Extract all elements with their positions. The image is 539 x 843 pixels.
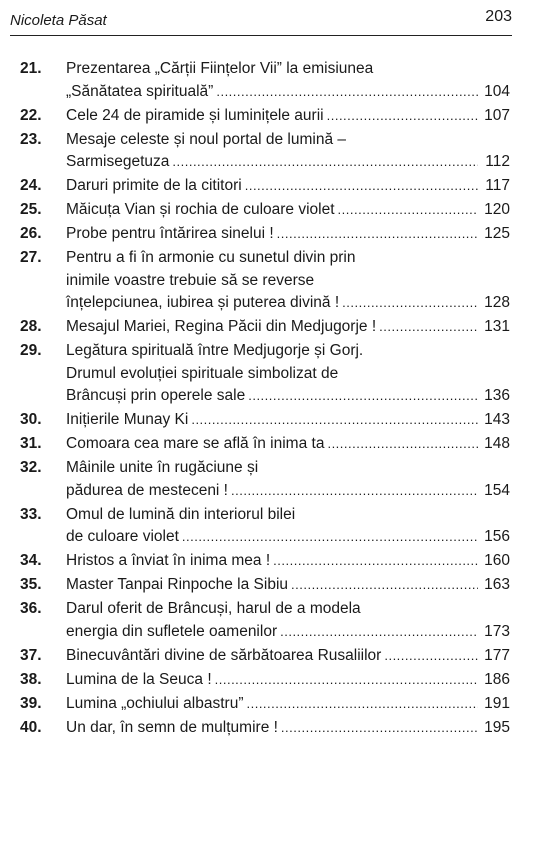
dot-leader xyxy=(273,550,478,573)
entry-title-line xyxy=(66,199,510,222)
toc-entry xyxy=(20,247,510,315)
entry-title-line xyxy=(66,270,510,293)
toc-entry xyxy=(20,433,510,456)
entry-title-text: Inițierile Munay Ki xyxy=(66,411,189,428)
dot-leader xyxy=(215,669,478,692)
entry-title-text: Măicuța Vian și rochia de culoare violet xyxy=(66,201,335,218)
entry-number: 35. xyxy=(20,576,42,593)
entry-title-line xyxy=(66,669,510,692)
entry-page-number: 131 xyxy=(484,318,510,335)
entry-title-text: Mâinile unite în rugăciune și xyxy=(66,459,259,476)
entry-title xyxy=(66,504,510,549)
entry-title-line xyxy=(66,693,510,716)
entry-number: 22. xyxy=(20,106,42,124)
toc-entry xyxy=(20,316,510,339)
dot-leader xyxy=(280,621,478,644)
entry-title-text: Brâncuși prin operele sale xyxy=(66,387,246,404)
entry-title-text: energia din sufletele oamenilor xyxy=(66,622,278,640)
entry-page-number: 104 xyxy=(484,82,510,100)
entry-title-text: Comoara cea mare se află în inima ta xyxy=(66,435,325,452)
entry-title xyxy=(66,669,510,692)
entry-number: 30. xyxy=(20,411,42,428)
dot-leader xyxy=(327,433,478,456)
entry-title xyxy=(66,58,510,103)
dot-leader xyxy=(338,199,478,222)
entry-number: 37. xyxy=(20,646,42,664)
entry-title xyxy=(66,105,510,128)
toc-entry xyxy=(20,223,510,246)
entry-page-number: 177 xyxy=(484,646,510,664)
entry-number: 24. xyxy=(20,177,42,194)
entry-title xyxy=(66,433,510,456)
entry-number: 23. xyxy=(20,130,42,148)
entry-title-line xyxy=(66,340,510,363)
entry-title xyxy=(66,457,510,502)
entry-page-number: 143 xyxy=(484,411,510,428)
entry-number: 21. xyxy=(20,60,42,77)
entry-title-line xyxy=(66,717,510,740)
toc-entry xyxy=(20,105,510,128)
entry-title xyxy=(66,223,510,246)
entry-title xyxy=(66,550,510,573)
toc-entry xyxy=(20,175,510,198)
toc-entry xyxy=(20,340,510,408)
toc-entry xyxy=(20,574,510,597)
entry-title-text: Lumina „ochiului albastru” xyxy=(66,694,244,712)
entry-title-text: Probe pentru întărirea sinelui ! xyxy=(66,225,274,242)
dot-leader xyxy=(281,717,478,740)
entry-title-text: Pentru a fi în armonie cu sunetul divin prin xyxy=(66,249,356,266)
entry-title-line xyxy=(66,480,510,503)
entry-title xyxy=(66,247,510,315)
toc-entry xyxy=(20,550,510,573)
entry-title xyxy=(66,574,510,597)
dot-leader xyxy=(231,480,478,503)
entry-number: 32. xyxy=(20,459,42,476)
entry-page-number: 173 xyxy=(484,622,510,640)
entry-page-number: 156 xyxy=(484,528,510,545)
header-rule xyxy=(10,35,512,36)
entry-title-text: Lumina de la Seuca ! xyxy=(66,670,212,688)
dot-leader xyxy=(182,526,478,549)
entry-number: 36. xyxy=(20,600,42,617)
entry-page-number: 136 xyxy=(484,387,510,404)
toc-entry xyxy=(20,645,510,668)
toc-entry xyxy=(20,693,510,716)
entry-title-text: Hristos a înviat în inima mea ! xyxy=(66,552,271,569)
entry-page-number: 191 xyxy=(484,694,510,712)
entry-title-text: înțelepciunea, iubirea și puterea divină ! xyxy=(66,294,340,311)
entry-title-text: Binecuvântări divine de sărbătoarea Rusaliilor xyxy=(66,646,382,664)
entry-title-line xyxy=(66,574,510,597)
entry-title xyxy=(66,175,510,198)
entry-page-number: 195 xyxy=(484,718,510,736)
entry-number: 39. xyxy=(20,694,42,712)
entry-title-text: Omul de lumină din interiorul bilei xyxy=(66,505,296,523)
entry-number: 33. xyxy=(20,505,42,523)
page-number: 203 xyxy=(485,8,512,25)
entry-page-number: 160 xyxy=(484,552,510,569)
entry-page-number: 107 xyxy=(484,106,510,124)
entry-title-text: pădurea de mesteceni ! xyxy=(66,481,228,499)
entry-title-line xyxy=(66,247,510,270)
entry-title xyxy=(66,316,510,339)
dot-leader xyxy=(327,105,478,128)
dot-leader xyxy=(245,175,478,198)
toc-entry xyxy=(20,669,510,692)
entry-title-line xyxy=(66,316,510,339)
toc-entry xyxy=(20,409,510,432)
entry-title xyxy=(66,340,510,408)
entry-title-line xyxy=(66,223,510,246)
dot-leader xyxy=(291,574,478,597)
toc-entry xyxy=(20,598,510,643)
entry-title-line xyxy=(66,58,510,81)
entry-number: 38. xyxy=(20,670,42,688)
entry-number: 27. xyxy=(20,249,42,266)
entry-title-text: Un dar, în semn de mulțumire ! xyxy=(66,718,278,736)
entry-title xyxy=(66,693,510,716)
entry-title-text: Mesaje celeste și noul portal de lumină – xyxy=(66,130,347,148)
toc-entry xyxy=(20,457,510,502)
table-of-contents xyxy=(20,58,510,741)
entry-number: 40. xyxy=(20,718,42,736)
dot-leader xyxy=(248,385,478,408)
entry-title-line xyxy=(66,621,510,644)
toc-entry xyxy=(20,129,510,174)
toc-entry xyxy=(20,199,510,222)
entry-page-number: 128 xyxy=(484,294,510,311)
author-name: Nicoleta Păsat xyxy=(10,12,107,29)
entry-page-number: 148 xyxy=(484,435,510,452)
dot-leader xyxy=(216,81,478,104)
entry-title-line xyxy=(66,645,510,668)
entry-title-text: Drumul evoluției spirituale simbolizat de xyxy=(66,364,339,382)
entry-page-number: 120 xyxy=(484,201,510,218)
entry-title-line xyxy=(66,292,510,315)
entry-title-line xyxy=(66,385,510,408)
entry-title-line xyxy=(66,81,510,104)
dot-leader xyxy=(191,409,478,432)
dot-leader xyxy=(342,292,478,315)
entry-title-text: Legătura spirituală între Medjugorje și Gorj. xyxy=(66,342,364,359)
entry-title-line xyxy=(66,504,510,527)
toc-entry xyxy=(20,58,510,103)
entry-title-text: Daruri primite de la cititori xyxy=(66,177,242,194)
entry-page-number: 186 xyxy=(484,670,510,688)
entry-page-number: 154 xyxy=(484,481,510,499)
entry-title-text: Prezentarea „Cărții Ființelor Vii” la emisiunea xyxy=(66,60,374,77)
entry-title xyxy=(66,199,510,222)
entry-page-number: 112 xyxy=(485,153,510,170)
entry-title-line xyxy=(66,105,510,128)
entry-title xyxy=(66,409,510,432)
entry-number: 31. xyxy=(20,435,42,452)
entry-title-line xyxy=(66,433,510,456)
toc-entry xyxy=(20,504,510,549)
entry-title-line xyxy=(66,175,510,198)
entry-title-text: Mesajul Mariei, Regina Păcii din Medjugorje ! xyxy=(66,318,377,335)
entry-title-text: Master Tanpai Rinpoche la Sibiu xyxy=(66,576,289,593)
entry-page-number: 163 xyxy=(484,576,510,593)
entry-title xyxy=(66,717,510,740)
entry-title-line xyxy=(66,129,510,152)
dot-leader xyxy=(172,151,478,174)
entry-title-text: „Sănătatea spirituală” xyxy=(66,82,214,100)
entry-title-text: Cele 24 de piramide și luminițele aurii xyxy=(66,106,324,124)
entry-title-line xyxy=(66,151,510,174)
dot-leader xyxy=(277,223,478,246)
entry-number: 28. xyxy=(20,318,42,335)
entry-title-text: inimile voastre trebuie să se reverse xyxy=(66,271,315,289)
entry-title-line xyxy=(66,598,510,621)
entry-title-line xyxy=(66,457,510,480)
dot-leader xyxy=(379,316,478,339)
dot-leader xyxy=(384,645,478,668)
entry-title-text: Sarmisegetuza xyxy=(66,153,170,170)
entry-number: 25. xyxy=(20,201,42,218)
entry-number: 26. xyxy=(20,225,42,242)
running-header xyxy=(10,8,512,34)
entry-page-number: 117 xyxy=(485,177,510,194)
entry-title xyxy=(66,645,510,668)
entry-title-text: Darul oferit de Brâncuși, harul de a modela xyxy=(66,600,361,617)
entry-title-line xyxy=(66,550,510,573)
entry-title xyxy=(66,129,510,174)
entry-title xyxy=(66,598,510,643)
entry-title-line xyxy=(66,526,510,549)
entry-number: 34. xyxy=(20,552,42,569)
entry-title-line xyxy=(66,409,510,432)
entry-title-line xyxy=(66,363,510,386)
entry-page-number: 125 xyxy=(484,225,510,242)
entry-number: 29. xyxy=(20,342,42,359)
toc-entry xyxy=(20,717,510,740)
entry-title-text: de culoare violet xyxy=(66,528,179,545)
dot-leader xyxy=(246,693,478,716)
